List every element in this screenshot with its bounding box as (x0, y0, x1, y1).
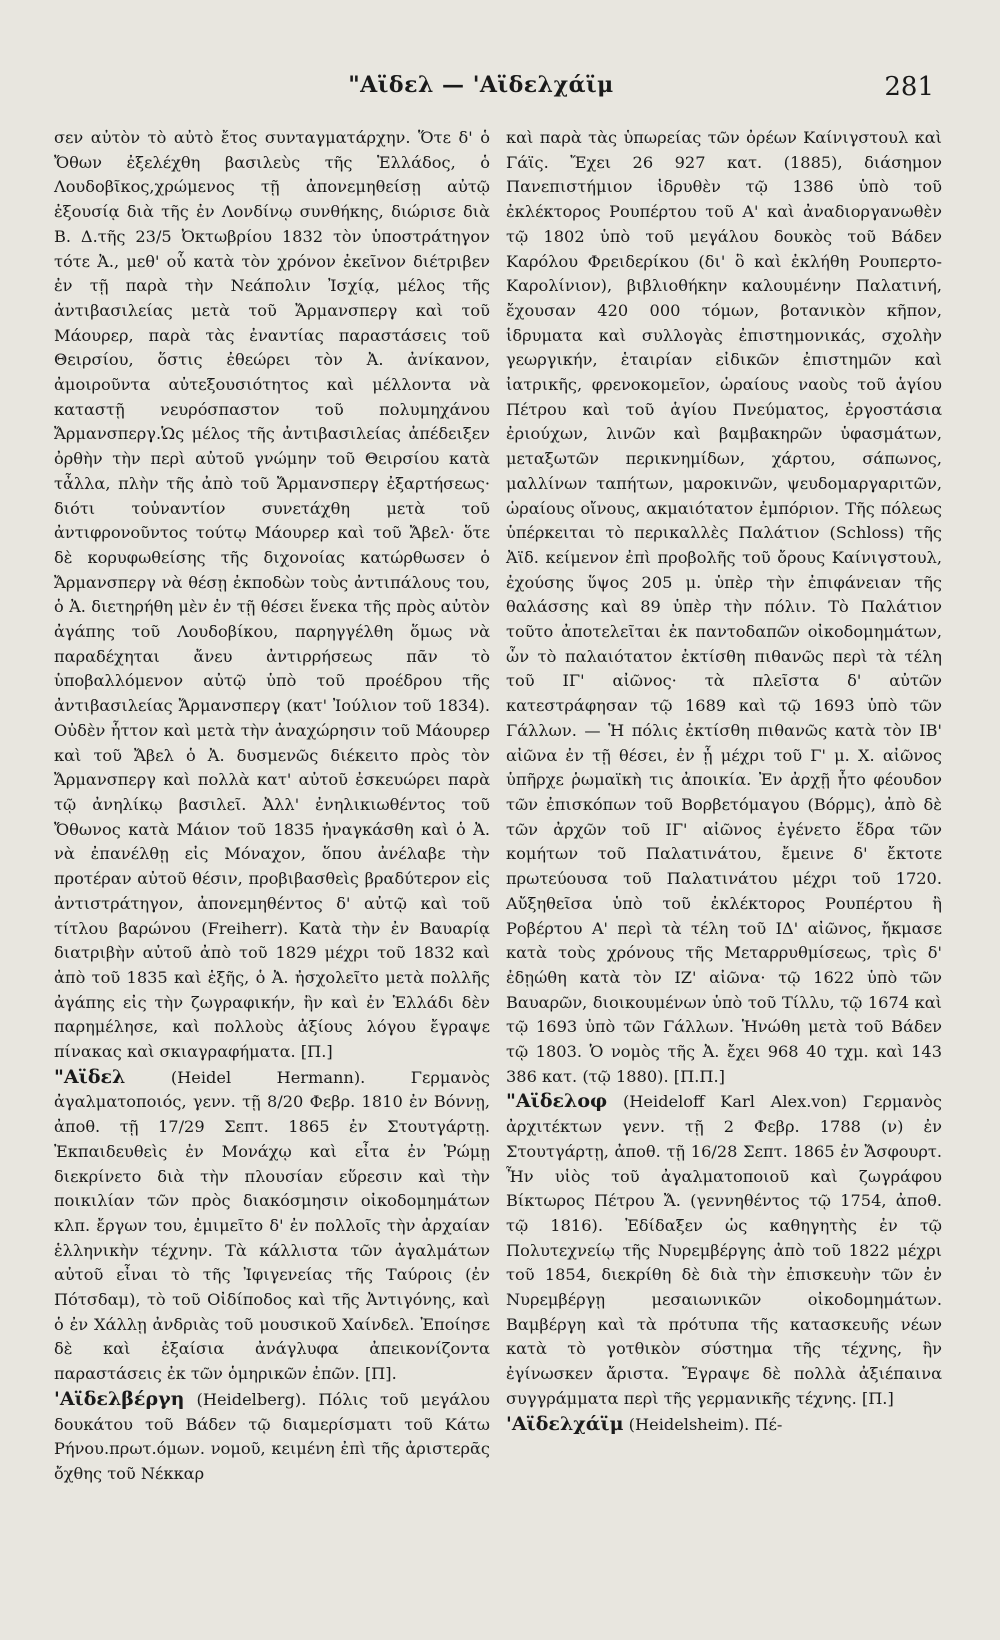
running-head: "Αϊδελ — 'Αϊδελχάϊμ (348, 72, 614, 98)
page-header (28, 72, 934, 108)
entry-body: (Heideloff Karl Alex.von) Γερμανὸς ἀρχιτέκτων γενν. τῇ 2 Φεβρ. 1788 (ν) ἐν Στουτγάρτῃ, ἀποθ. τῇ 16/28 Σεπτ. 1865 ἐν Ἄσφουρτ. Ἦν υἱὸς τοῦ ἀγαλματοποιοῦ καὶ ζωγράφου Βίκτωρος Πέτρου Ἄ. (γεννηθέντος τῷ 1754, ἀποθ. τῷ 1816). Ἐδίδαξεν ὡς καθηγητὴς ἐν τῷ Πολυτεχνείῳ τῆς Νυρεμβέργης ἀπὸ τοῦ 1822 μέχρι τοῦ 1854, διεκρίθη δὲ διὰ τὴν ἐπισκευὴν τῶν ἐν Νυρεμβέργῃ μεσαιωνικῶν οἰκοδομημάτων. Βαμβέργη καὶ τὰ πρότυπα τῆς κατασκευῆς νέων κατὰ τὸ γοτθικὸν σύστημα τῆς τέχνης, ἣν ἐγίνωσκεν ἄριστα. Ἔγραψε δὲ πολλὰ ἀξιέπαινα συγγράμματα περὶ τῆς γερμανικῆς τέχνης. [Π.] (506, 1092, 942, 1408)
entry-headword: "Αϊδελοφ (506, 1090, 608, 1113)
left-column (54, 126, 490, 1487)
entry-body: (Heidelsheim). Πέ- (623, 1414, 783, 1434)
entry-heideloff (506, 1089, 942, 1411)
entry-body: (Heidel Hermann). Γερμανὸς ἀγαλματοποιός, γενν. τῇ 8/20 Φεβρ. 1810 ἐν Βόννῃ, ἀποθ. τῇ 17/29 Σεπτ. 1865 ἐν Στουτγάρτῃ. Ἐκπαιδευθεὶς ἐν Μονάχῳ καὶ εἶτα ἐν Ῥώμῃ διεκρίνετο διὰ τὴν πλουσίαν εὕρεσιν καὶ τὴν ποικιλίαν τῶν πρὸς διακόσμησιν οἰκοδομημάτων κλπ. ἔργων του, ἐμιμεῖτο δ' ἐν πολλοῖς τὴν ἀρχαίαν ἑλληνικὴν τέχνην. Τὰ κάλλιστα τῶν ἀγαλμάτων αὐτοῦ εἶναι τὸ τῆς Ἰφιγενείας τῆς Ταύροις (ἐν Πότσδαμ), τὸ τοῦ Οἰδίποδος καὶ τῆς Ἀντιγόνης, καὶ ὁ ἐν Χάλλῃ ἀνδριὰς τοῦ μουσικοῦ Χαίνδελ. Ἐποίησε δὲ καὶ ἐξαίσια ἀνάγλυφα ἀπεικονίζοντα παραστάσεις ἐκ τῶν ὁμηρικῶν ἐπῶν. [Π]. (54, 1067, 490, 1384)
entry-headword: 'Αϊδελχάϊμ (506, 1412, 624, 1435)
entry-headword: 'Αϊδελβέργη (54, 1387, 185, 1410)
continued-text: σεν αὐτὸν τὸ αὐτὸ ἔτος συνταγματάρχην. Ὅτε δ' ὁ Ὄθων ἐξελέχθη βασιλεὺς τῆς Ἑλλάδος, ὁ Λουδοβῖκος,χρώμενος τῇ ἀπονεμηθείσῃ αὐτῷ ἐξουσίᾳ διὰ τῆς ἐν Λονδίνῳ συνθήκης, διώρισε διὰ Β. Δ.τῆς 23/5 Ὀκτωβρίου 1832 τὸν ὑποστράτηγον τότε Ἀ., μεθ' οὗ κατὰ τὸν χρόνον ἐκεῖνον διέτριβεν ἐν τῇ παρὰ τὴν Νεάπολιν Ἰσχίᾳ, μέλος τῆς ἀντιβασιλείας μετὰ τοῦ Ἄρμανσπεργ καὶ τοῦ Μάουρερ, παρὰ τὰς ἐναντίας παραστάσεις τοῦ Θειρσίου, ὅστις ἐθεώρει τὸν Ἀ. ἀνίκανον, ἀμοιροῦντα αὐτεξουσιότητος καὶ μέλλοντα νὰ καταστῇ νευρόσπαστον τοῦ πολυμηχάνου Ἄρμανσπεργ.Ὡς μέλος τῆς ἀντιβασιλείας ἀπέδειξεν ὀρθὴν τὴν περὶ αὐτοῦ γνώμην τοῦ Θειρσίου κατὰ τἆλλα, πλὴν τῆς ἀπὸ τοῦ Ἄρμανσπεργ ἐξαρτήσεως· διότι τοὐναντίον συνετάχθη μετὰ τοῦ ἀντιφρονοῦντος τούτῳ Μάουρερ καὶ τοῦ Ἄβελ· ὅτε δὲ κορυφωθείσης τῆς διχονοίας κατώρθωσεν ὁ Ἄρμανσπεργ νὰ θέσῃ ἐκποδὼν τοὺς ἀντιπάλους του, ὁ Ἀ. διετηρήθη μὲν ἐν τῇ θέσει ἕνεκα τῆς πρὸς αὐτὸν ἀγάπης τοῦ Λουδοβίκου, παρηγγέλθη ὅμως νὰ παραδέχηται ἄνευ ἀντιρρήσεως πᾶν τὸ ὑποβαλλόμενον αὐτῷ ὑπὸ τοῦ προέδρου τῆς ἀντιβασιλείας Ἄρμανσπεργ (κατ' Ἰούλιον τοῦ 1834). Οὐδὲν ἧττον καὶ μετὰ τὴν ἀναχώρησιν τοῦ Μάουρερ καὶ τοῦ Ἄβελ ὁ Ἀ. δυσμενῶς διέκειτο πρὸς τὸν Ἄρμανσπεργ καὶ πολλὰ κατ' αὐτοῦ ἐσκευώρει παρὰ τῷ ἀνηλίκῳ βασιλεῖ. Ἀλλ' ἐνηλικιωθέντος τοῦ Ὄθωνος κατὰ Μάιον τοῦ 1835 ἠναγκάσθη καὶ ὁ Ἀ. νὰ ἐπανέλθῃ εἰς Μόναχον, ὅπου ἀνέλαβε τὴν προτέραν αὐτοῦ θέσιν, προβιβασθεὶς βραδύτερον εἰς ἀντιστράτηγον, ἀπονεμηθέντος δ' αὐτῷ καὶ τοῦ τίτλου βαρώνου (Freiherr). Κατὰ τὴν ἐν Βαυαρίᾳ διατριβὴν αὐτοῦ ἀπὸ τοῦ 1829 μέχρι τοῦ 1832 καὶ ἀπὸ τοῦ 1835 καὶ ἑξῆς, ὁ Ἀ. ἠσχολεῖτο μετὰ πολλῆς ἀγάπης εἰς τὴν ζωγραφικήν, ἣν καὶ ἐν Ἑλλάδι δὲν παρημέλησε, καὶ πολλοὺς ἀξίους λόγου ἔγραψε πίνακας καὶ σκιαγραφήματα. [Π.] (54, 128, 490, 1062)
right-column (506, 126, 942, 1437)
page-number: 281 (884, 72, 934, 102)
entry-headword: "Αϊδελ (54, 1065, 126, 1088)
continued-text: καὶ παρὰ τὰς ὑπωρείας τῶν ὀρέων Καίνιγστουλ καὶ Γάϊς. Ἔχει 26 927 κατ. (1885), διάσημον Πανεπιστήμιον ἱδρυθὲν τῷ 1386 ὑπὸ τοῦ ἐκλέκτορος Ρουπέρτου τοῦ Α' καὶ ἀναδιοργανωθὲν τῷ 1802 ὑπὸ τοῦ μεγάλου δουκὸς τοῦ Βάδεν Καρόλου Φρειδερίκου (δι' ὃ καὶ ἐκλήθη Ρουπερτο-Καρολίνιον), βιβλιοθήκην καλουμένην Παλατινή, ἔχουσαν 420 000 τόμων, βοτανικὸν κῆπον, ἱδρυματα καὶ συλλογὰς ἐπιστημονικάς, σχολὴν γεωργικήν, ἑταιρίαν εἰδικῶν ἐπιστημῶν καὶ ἰατρικῆς, φρενοκομεῖον, ὡραίους ναοὺς τοῦ ἁγίου Πέτρου καὶ τοῦ ἁγίου Πνεύματος, ἐργοστάσια ἐριούχων, λινῶν καὶ βαμβακηρῶν ὑφασμάτων, μεταξωτῶν περικνημίδων, χάρτου, σάπωνος, μαλλίνων ταπήτων, μαροκινῶν, ψευδομαργαριτῶν, ὡραίους οἴνους, ακμαιότατον ἐμπόριον. Τῆς πόλεως ὑπέρκειται τὸ περικαλλὲς Παλάτιον (Schloss) τῆς Ἀϊδ. κείμενον ἐπὶ προβολῆς τοῦ ὄρους Καίνιγστουλ, ἐχούσης ὕψος 205 μ. ὑπὲρ τὴν ἐπιφάνειαν τῆς θαλάσσης καὶ 89 ὑπὲρ τὴν πόλιν. Τὸ Παλάτιον τοῦτο ἀποτελεῖται ἐκ παντοδαπῶν οἰκοδομημάτων, ὧν τὸ παλαιότατον ἐκτίσθη πιθανῶς περὶ τὰ τέλη τοῦ ΙΓ' αἰῶνος· τὰ πλεῖστα δ' αὐτῶν κατεστράφησαν τῷ 1689 καὶ τῷ 1693 ὑπὸ τῶν Γάλλων. — Ἡ πόλις ἐκτίσθη πιθανῶς κατὰ τὸν ΙΒ' αἰῶνα ἐν τῇ θέσει, ἐν ᾗ μέχρι τοῦ Γ' μ. Χ. αἰῶνος ὑπῆρχε ῥωμαϊκὴ τις ἀποικία. Ἐν ἀρχῇ ἦτο φέουδον τῶν ἐπισκόπων τοῦ Βορβετόμαγου (Βόρμς), ἀπὸ δὲ τῶν ἀρχῶν τοῦ ΙΓ' αἰῶνος ἐγένετο ἕδρα τῶν κομήτων τοῦ Παλατινάτου, ἔμεινε δ' ἔκτοτε πρωτεύουσα τοῦ Παλατινάτου μέχρι τοῦ 1720. Αὔξηθεῖσα ὑπὸ τοῦ ἐκλέκτορος Ρουπέρτου ἢ Ροβέρτου Α' περὶ τὰ τέλη τοῦ ΙΔ' αἰῶνος, ἤκμασε κατὰ τοὺς χρόνους τῆς Μεταρρυθμίσεως, τρὶς δ' ἐδῃώθη κατὰ τὸν ΙΖ' αἰῶνα· τῷ 1622 ὑπὸ τῶν Βαυαρῶν, διοικουμένων ὑπὸ τοῦ Τίλλυ, τῷ 1674 καὶ τῷ 1693 ὑπὸ τῶν Γάλλων. Ἡνώθη μετὰ τοῦ Βάδεν τῷ 1803. Ὁ νομὸς τῆς Ἀ. ἔχει 968 40 τχμ. καὶ 143 386 κατ. (τῷ 1880). [Π.Π.] (506, 128, 942, 1086)
entry-body: (Heidelberg). Πόλις τοῦ μεγάλου δουκάτου τοῦ Βάδεν τῷ διαμερίσματι τοῦ Κάτω Ρήνου.πρωτ.όμων. νομοῦ, κειμένη ἐπὶ τῆς ἀριστερᾶς ὄχθης τοῦ Νέκκαρ (54, 1389, 490, 1483)
entry-heidelberg (54, 1387, 490, 1487)
entry-heidelsheim (506, 1412, 942, 1438)
entry-heidel (54, 1065, 490, 1387)
